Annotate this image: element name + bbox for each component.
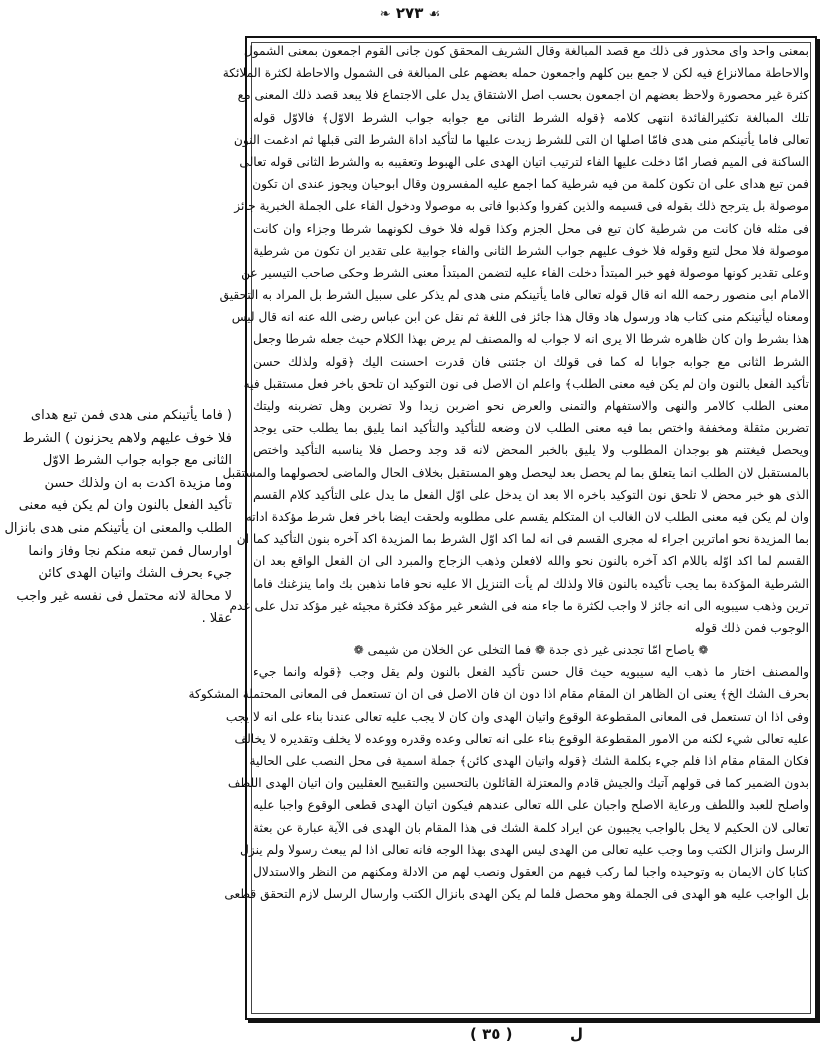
margin-note-line: عقلا . xyxy=(201,611,232,627)
sheet-number: ( ٣٥ ) xyxy=(470,1025,513,1043)
ornament-left-icon: ❧ xyxy=(379,7,391,22)
text-line: الساكنة فى الميم فصار امّا دخلت عليها الفاء لترتيب اتيان الهدى على الهبوط وتعقيبه به والشرط الثانى قوله تعالى xyxy=(239,154,809,169)
text-line: والاحاطة ممالانزاع فيه لكن لا جمع بين كلهم واجمعون حمله بعضهم على المبالغة فی الشمول والاحاطة لكثرة الملائكة xyxy=(222,66,809,81)
page-header xyxy=(0,4,820,22)
text-line: معنى الطلب كالامر والنهى والاستفهام والتمنى والعرض نحو اضربن زيدا ولا تضربن وهل تضربنه وليتك xyxy=(253,399,809,413)
text-line: الشرطية المؤكدة بما يجب تأكيده بالنون قالا ولذلك لم يأت التنزيل الا عليه نحو فاما نذهبن بك واما ينزغنك فاما xyxy=(253,576,809,591)
text-line: ❁ ياصاح امّا تجدنى غير ذى جدة ❁ فما التخلى عن الخلان من شيمى ❁ xyxy=(353,643,709,658)
text-line: تأكيد الفعل بالنون وان لم يكن فيه معنى الطلب﴾ واعلم ان الاصل فى نون التوكيد ان تلحق باخر فعل مستقبل فيه xyxy=(243,376,809,391)
page-number: ٢٧٣ xyxy=(395,4,424,22)
text-line: كثرة غير محصورة ولاحظ بعضهم ان اجمعون بحسب اصل الاشتقاق يدل على الاجتماع فلا يبعد قصد ذلك المعنى مع xyxy=(237,88,809,103)
text-line: الشرط الثانى مع جوابه جوابا له كما فى قولك ان جئتنى فان قدرت احسنت اليك ﴿قوله ولذلك حسن xyxy=(253,354,809,369)
margin-note-line: ( فاما يأتينكم منى هدى فمن تبع هداى xyxy=(30,408,232,423)
text-line: وعلى تقدير كونها موصولة فهو خبر المبتدأ دخلت الفاء عليه لتضمن المبتدأ معنى الشرط وحكى صاحب التيسير عن xyxy=(241,265,809,280)
margin-note-line: تأكيد الفعل بالنون وان لم يكن فيه معنى xyxy=(18,498,232,514)
ornament-right-icon: ☙ xyxy=(428,7,441,22)
margin-note-line: الثانى مع جوابه جواب الشرط الاوّل xyxy=(42,453,232,469)
text-line: الوجوب فمن ذلك قوله xyxy=(694,620,809,635)
text-line: الامام ابى منصور رحمه الله انه قال قوله تعالى فاما يأتينكم منى هدى لم يذكر على سبيل الشرط بل المراد به التحقيق xyxy=(219,288,809,303)
text-line: تلك المبالغة تكثيرالفائدة انتهى كلامه ﴿قوله الشرط الثانى مع جوابه جواب الشرط الاوّل﴾ فالاوّل قوله xyxy=(253,110,809,125)
text-line: بل الواجب عليه هو الهدى فى الجملة وهو محصل فلما لم يكن الهدى بانزال الكتب وارسال الرسل لازم التحقق قطعى xyxy=(224,887,809,902)
text-line: بدون الضمير كما فى قولهم آتيك والجيش قادم والمعتزلة القائلون بالتحسين والتقبيح العقليين وان اتيان الهدى اللطف xyxy=(227,776,809,791)
text-line: تعالى لان الحكيم لا يخل بالواجب يجيبون عن ايراد كلمة الشك فى هذا المقام بان الهدى فى الآية عبارة عن بعثة xyxy=(253,820,809,835)
text-line: فى مثله فان كانت من شرطية كان تبع فى محل الجزم وكذا قوله فلا خوف لكونهما شرطا وجزاء وان كانت xyxy=(253,221,809,236)
margin-note xyxy=(6,405,232,631)
text-line: تعالى فاما يأتينكم منى هدى فامّا اصلها ان التى للشرط زيدت عليها ما لتأكيد اداة الشرط التى قبلها ثم ادغمت النون xyxy=(233,132,809,147)
margin-note-line: وما مزيدة اكدت به ان ولذلك حسن xyxy=(44,475,232,491)
text-line: بما المزيدة نحو اماترين اجراء له مجرى القسم فى انه لما اكد اوّل الشرط بما المزيدة اكد آخره بنون التأكيد كما ان xyxy=(236,532,809,547)
text-line: موصولة فلا محل لتبع وقوله فلا خوف عليهم جواب الشرط الثانى والفاء جوابية على تقدير ان تكون من شرطية xyxy=(253,243,809,258)
text-line: وان لم يكن فيه معنى الطلب لان الغالب ان المتكلم يقسم على مطلوبه ولحقت ايضا باخر فعل شرط مؤكدة اداته xyxy=(245,509,809,524)
text-line: هذا بشرط وان كان ظاهره شرطا الا يرى انه لا جواب له والمصنف لم يرض بهذا الكلام حيث جعله شرطا وجعل xyxy=(253,332,809,347)
margin-note-line: الطلب والمعنى ان يأتينكم منى هدى بانزال xyxy=(4,520,232,536)
text-line: عليه تعالى شيء لكنه من الامور المقطوعة الوقوع بناء على انه تعالى وعده وقدره ووعده لا يخلف وتقديره لا يخالف xyxy=(234,731,809,746)
signature-mark: ل xyxy=(570,1025,584,1043)
margin-note-line: لا محالة لانه محتمل فى نفسه غير واجب xyxy=(16,588,232,604)
text-line: تضربن مثقلة ومخففة واختص بما فيه معنى الطلب لان وضعه للتأكيد والتأكيد انما يليق بما يطلب حتى يوجد xyxy=(253,421,809,436)
text-line: القسم لما اكد اوّله باللام اكد آخره بالنون نحو والله لافعلن وذهب الزجاج والمبرد الى ان الفعل الواقع بعد ان xyxy=(253,554,809,569)
text-line: ويحصل فيغتنم هو بوجدان المطلوب ولا يليق بالخبر المحض لانه قد وجد وحصل فلا يناسبه التأكيد واختص xyxy=(253,443,809,458)
text-line: بحرف الشك الخ﴾ يعنى ان الظاهر ان المقام مقام اذا دون ان فان الاصل فى ان ان تستعمل فى المعانى المحتملة المشكوكة xyxy=(188,687,809,702)
text-line: واصلح للعبد واللطف ورعاية الاصلح واجبان على الله تعالى عندهم فيكون اتيان الهدى قطعى الوقوع واجبا عليه xyxy=(253,798,809,813)
text-line: بمعنى واحد وای محذور فی ذلك مع قصد المبالغة وقال الشریف المحقق کون جانی القوم اجمعون بمعنی الشمول xyxy=(243,44,809,58)
margin-note-line: اوارسال فمن تبعه منكم نجا وفاز وانما xyxy=(28,543,232,559)
text-line: فمن تبع هداى على ان تكون كلمة من فيه شرطية كما اجمع عليه المفسرون وقال ابوحيان ويجوز عندى ان تكون xyxy=(252,177,809,192)
text-line: والمصنف اختار ما ذهب اليه سيبويه حيث قال حسن تأكيد الفعل بالنون ولم يقل وجب ﴿قوله وانما جيء xyxy=(253,665,809,680)
text-line: الذى هو خبر محض لا تلحق نون التوكيد باخره الا بعد ان يدخل على اوّل الفعل ما يدل على التأكيد كلام القسم xyxy=(253,487,809,502)
margin-note-line: فلا خوف عليهم ولاهم يحزنون ) الشرط xyxy=(22,430,232,446)
text-line: الرسل وانزال الكتب وما وجب عليه تعالى من الهدى ليس الهدى بهذا الوجه فانه تعالى اذا لم يبعث رسولا ولم ينزل xyxy=(239,842,809,857)
margin-note-line: جيء بحرف الشك واتيان الهدى كائن xyxy=(38,566,232,582)
text-line: وفى اذا ان تستعمل فى المعانى المقطوعة الوقوع واتيان الهدى وان كان لا يجب عليه تعالى عندنا بناء على انه لا يجب xyxy=(225,709,809,724)
text-line: فكان المقام مقام اذا فلم جيء بكلمة الشك ﴿قوله واتيان الهدى كائن﴾ جملة اسمية فى محل النصب على الحالية xyxy=(249,754,809,768)
text-line: موصولة بل يترجح ذلك بقوله فى قسيمه والذين كفروا وكذبوا فاتى به موصولا ودخول الفاء على الجملة الخبرية جائز xyxy=(234,199,809,214)
text-line: كتابا كان الايمان به وتوحيده واجبا لما ركب فيهم من العقول ونصب لهم من الادلة ومكنهم من النظر والاستدلال xyxy=(253,864,809,879)
text-line: ترين وذهب سيبويه الى انه جائز لا واجب لكثرة ما جاء منه فى الشعر غير مؤكد فكثرة مجيئه غير مؤكد تدل على عدم xyxy=(229,598,809,613)
text-line: ومعناه ليأتينكم منى كتاب هاد ورسول هاد وقال هذا جائز فى اللغة ثم نقل عن ابن عباس رضى الله عنه انه قال ليس xyxy=(231,310,809,325)
text-line: بالمستقبل لان الطلب انما يتعلق بما لم يحصل بعد ليحصل وهو المستقبل بخلاف الحال والماضى لحصولهما والمستقبل xyxy=(222,465,809,480)
